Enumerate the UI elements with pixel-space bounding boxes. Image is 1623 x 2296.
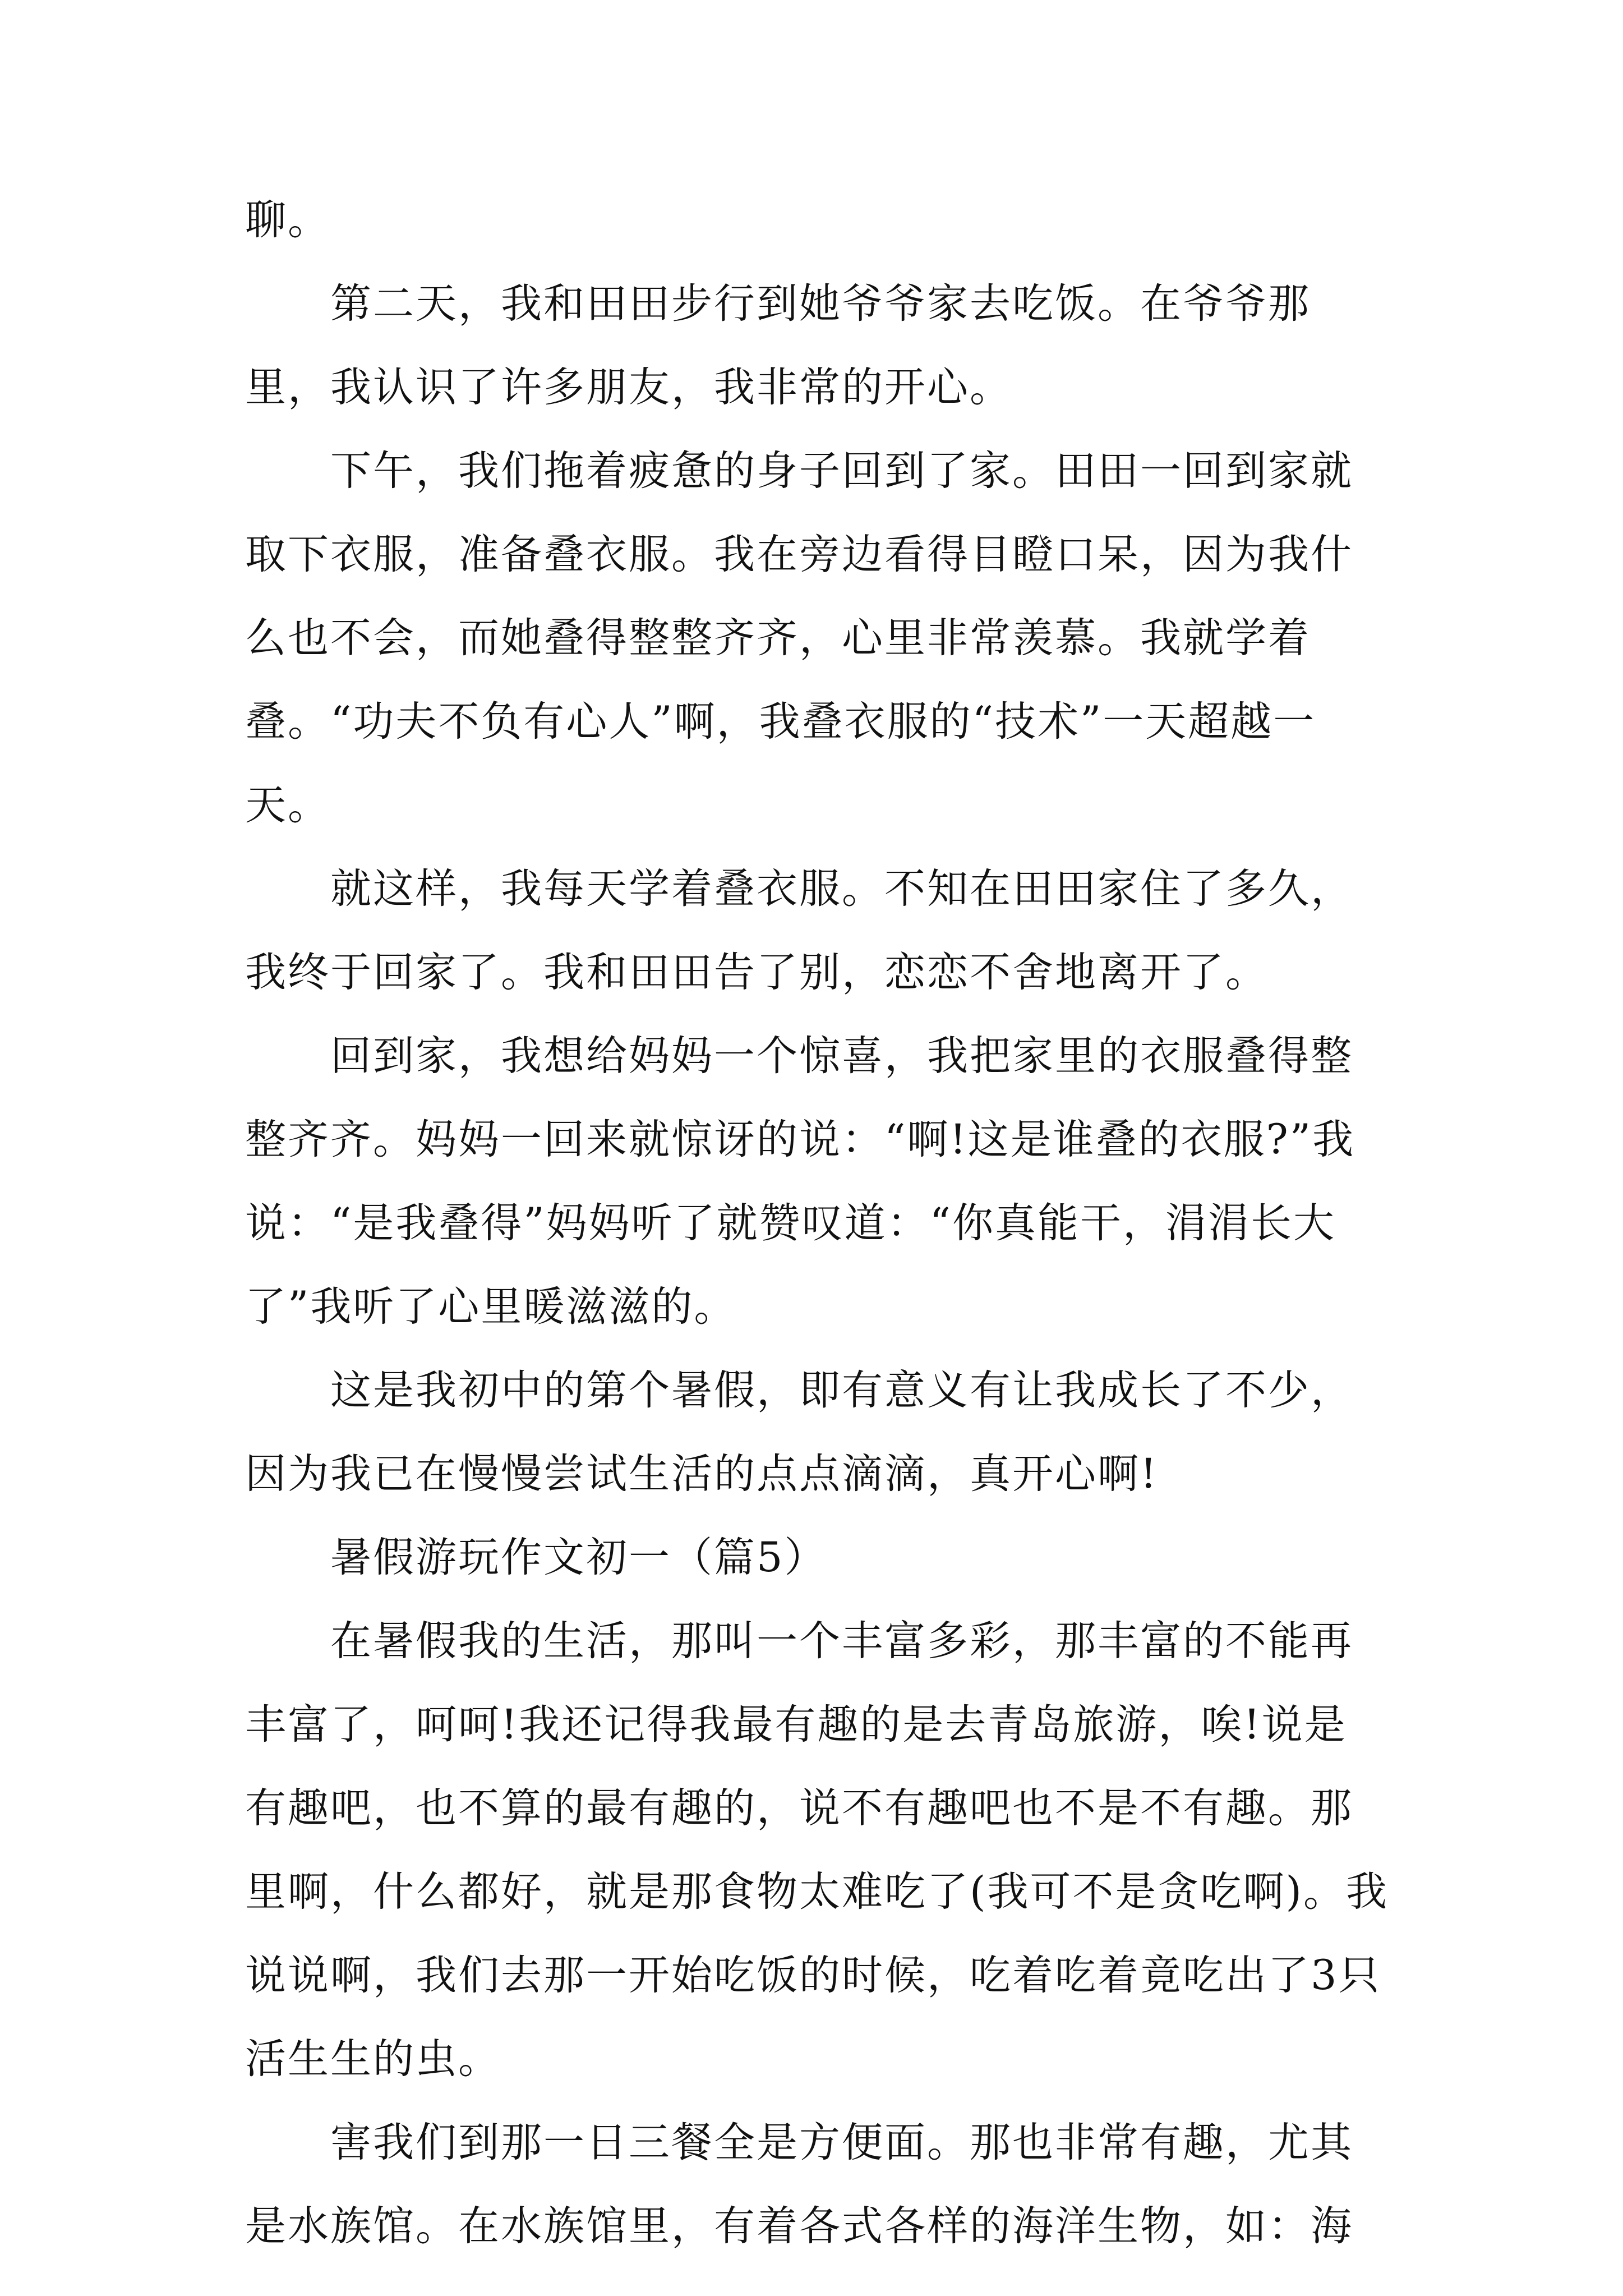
paragraph-aquarium: 害我们到那一日三餐全是方便面。那也非常有趣，尤其是水族馆。在水族馆里，有着各式各样的海洋生物，如：海 (245, 2119, 1353, 2250)
paragraph-daily-practice: 就这样，我每天学着叠衣服。不知在田田家住了多久，我终于回家了。我和田田告了别，恋恋不舍地离开了。 (245, 865, 1353, 996)
paragraph-afternoon: 下午，我们拖着疲惫的身子回到了家。田田一回到家就取下衣服，准备叠衣服。我在旁边看得目瞪口呆，因为我什么也不会，而她叠得整整齐齐，心里非常羡慕。我就学着叠。“功夫不负有心人”啊，我叠衣服的“技术”一天超越一天。 (245, 447, 1353, 829)
paragraph-qingdao-trip: 在暑假我的生活，那叫一个丰富多彩，那丰富的不能再丰富了，呵呵!我还记得我最有趣的是去青岛旅游，唉!说是有趣吧，也不算的最有趣的，说不有趣吧也不是不有趣。那里啊，什么都好，就是那食物太难吃了(我可不是贪吃啊)。我说说啊，我们去那一开始吃饭的时候，吃着吃着竟吃出了3只活生生的虫。 (245, 1617, 1389, 2083)
paragraph-summer-summary: 这是我初中的第个暑假，即有意义有让我成长了不少，因为我已在慢慢尝试生活的点点滴滴，真开心啊! (245, 1366, 1353, 1498)
document-body (245, 178, 1389, 2268)
paragraph-continuation: 聊。 (245, 196, 330, 244)
paragraph-second-day: 第二天，我和田田步行到她爷爷家去吃饭。在爷爷那里，我认识了许多朋友，我非常的开心。 (245, 280, 1311, 411)
section-heading: 暑假游玩作文初一（篇5） (330, 1534, 827, 1581)
paragraph-back-home: 回到家，我想给妈妈一个惊喜，我把家里的衣服叠得整整齐齐。妈妈一回来就惊讶的说：“啊!这是谁叠的衣服?”我说：“是我叠得”妈妈听了就赞叹道：“你真能干，涓涓长大了”我听了心里暖滋滋的。 (245, 1032, 1355, 1331)
